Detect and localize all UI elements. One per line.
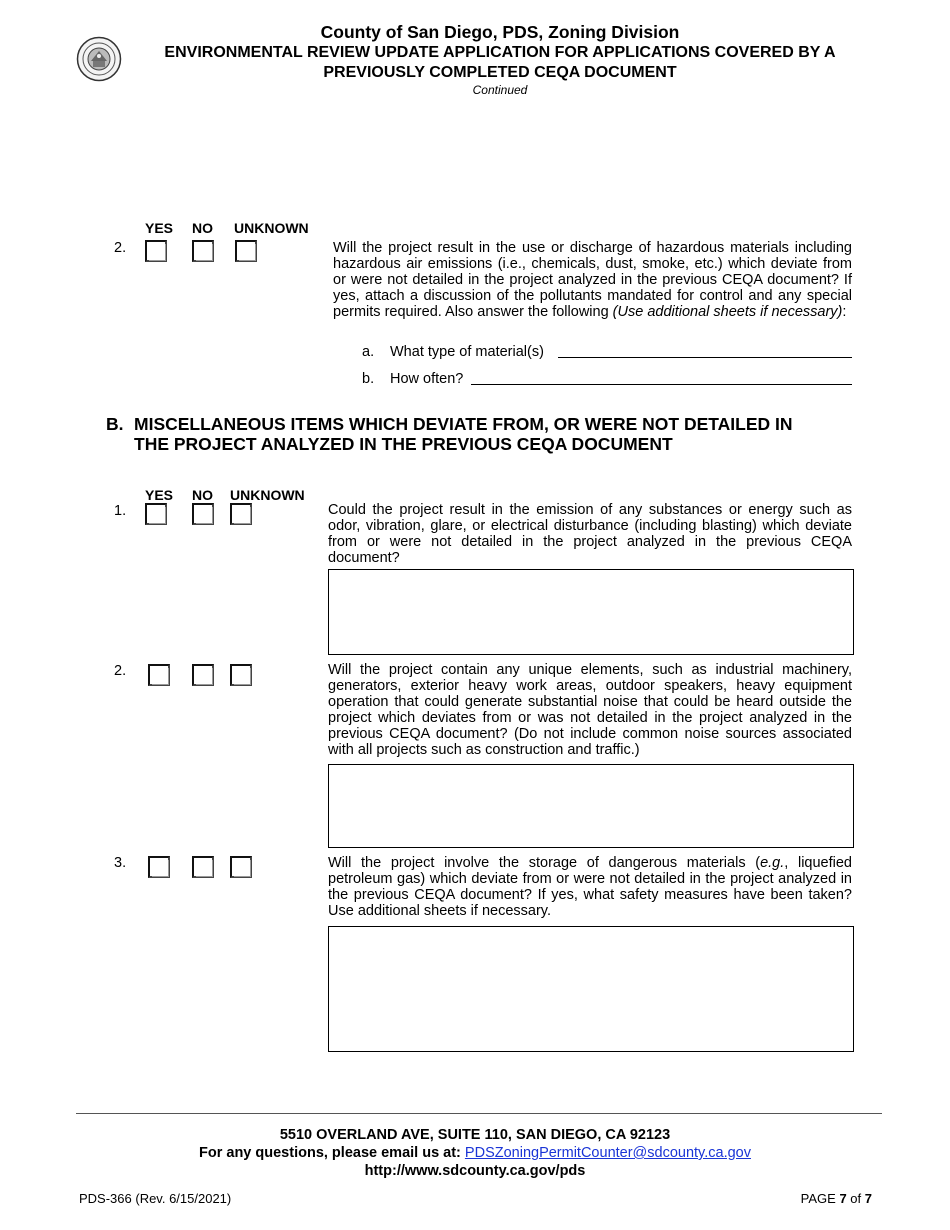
unknown-column-header: UNKNOWN [234,220,309,236]
a2-no-checkbox[interactable] [192,240,214,262]
a2-yes-checkbox[interactable] [145,240,167,262]
b3-answer-box[interactable] [328,926,854,1052]
a2-question-text: Will the project result in the use or discharge of hazardous materials including hazardous air emissions (i.e., chemicals, dust, smoke, etc.) which deviate from or were not detailed in the project analyzed in the previous CEQA document? If yes, attach a discussion of the pollutants mandated for control and any special permits required. Also answer the following (Use additional sheets if necessary): [333,240,852,320]
section-b-title-line1: MISCELLANEOUS ITEMS WHICH DEVIATE FROM, OR WERE NOT DETAILED IN [134,414,793,434]
b1-answer-box[interactable] [328,569,854,655]
yes-column-header: YES [145,220,174,236]
b3-question-text: Will the project involve the storage of dangerous materials (e.g., liquefied petroleum gas) which deviate from or were not detailed in the project analyzed in the previous CEQA document? If yes, what safety measures have been taken? Use additional sheets if necessary. [328,855,852,919]
b1-yes-checkbox[interactable] [145,503,167,525]
continued-label: Continued [472,83,528,97]
footer-address: 5510 OVERLAND AVE, SUITE 110, SAN DIEGO, CA 92123 [279,1127,671,1143]
b2-unknown-checkbox[interactable] [230,664,252,686]
form-subtitle-line2: PREVIOUSLY COMPLETED CEQA DOCUMENT [323,64,677,81]
no-column-header: NO [192,487,213,503]
b2-no-checkbox[interactable] [192,664,214,686]
form-subtitle-line1: ENVIRONMENTAL REVIEW UPDATE APPLICATION FOR APPLICATIONS COVERED BY A [164,44,836,61]
a2-unknown-checkbox[interactable] [235,240,257,262]
question-number: 1. [114,503,127,519]
b3-unknown-checkbox[interactable] [230,856,252,878]
b3-yes-checkbox[interactable] [148,856,170,878]
form-title: County of San Diego, PDS, Zoning Division [320,22,680,42]
footer-website: http://www.sdcounty.ca.gov/pds [364,1163,586,1179]
unknown-column-header: UNKNOWN [230,487,305,503]
section-b-title-line2: THE PROJECT ANALYZED IN THE PREVIOUS CEQA DOCUMENT [134,434,673,454]
form-id: PDS-366 (Rev. 6/15/2021) [79,1191,232,1206]
footer-contact: For any questions, please email us at: PDSZoningPermitCounter@sdcounty.ca.gov [199,1145,751,1161]
yes-column-header: YES [145,487,174,503]
a2-material-type-field[interactable] [558,346,852,358]
a2-sub-question-a: a. What type of material(s) [362,344,544,360]
b3-no-checkbox[interactable] [192,856,214,878]
page-number: PAGE 7 of 7 [800,1191,872,1206]
a2-question-note: (Use additional sheets if necessary) [612,304,843,320]
section-b-letter: B. [106,414,124,434]
question-number: 2. [114,663,127,679]
b1-unknown-checkbox[interactable] [230,503,252,525]
b1-no-checkbox[interactable] [192,503,214,525]
b2-yes-checkbox[interactable] [148,664,170,686]
email-link[interactable]: PDSZoningPermitCounter@sdcounty.ca.gov [464,1145,751,1161]
no-column-header: NO [192,220,213,236]
footer-divider [76,1113,882,1114]
b2-question-text: Will the project contain any unique elements, such as industrial machinery, generators, exterior heavy work areas, outdoor speakers, heavy equipment operation that could generate substantial noise that could be heard outside the project which deviates from or was not detailed in the project analyzed in the previous CEQA document? (Do not include common noise sources associated with all projects such as construction and traffic.) [328,662,852,758]
question-number: 2. [114,240,127,256]
question-number: 3. [114,855,127,871]
a2-frequency-field[interactable] [471,373,852,385]
b2-answer-box[interactable] [328,764,854,848]
b1-question-text: Could the project result in the emission of any substances or energy such as odor, vibration, glare, or electrical disturbance (including blasting) which deviate from or were not detailed in the project analyzed in the previous CEQA document? [328,502,852,566]
a2-sub-question-b: b. How often? [362,371,464,387]
county-seal-icon [76,36,122,82]
